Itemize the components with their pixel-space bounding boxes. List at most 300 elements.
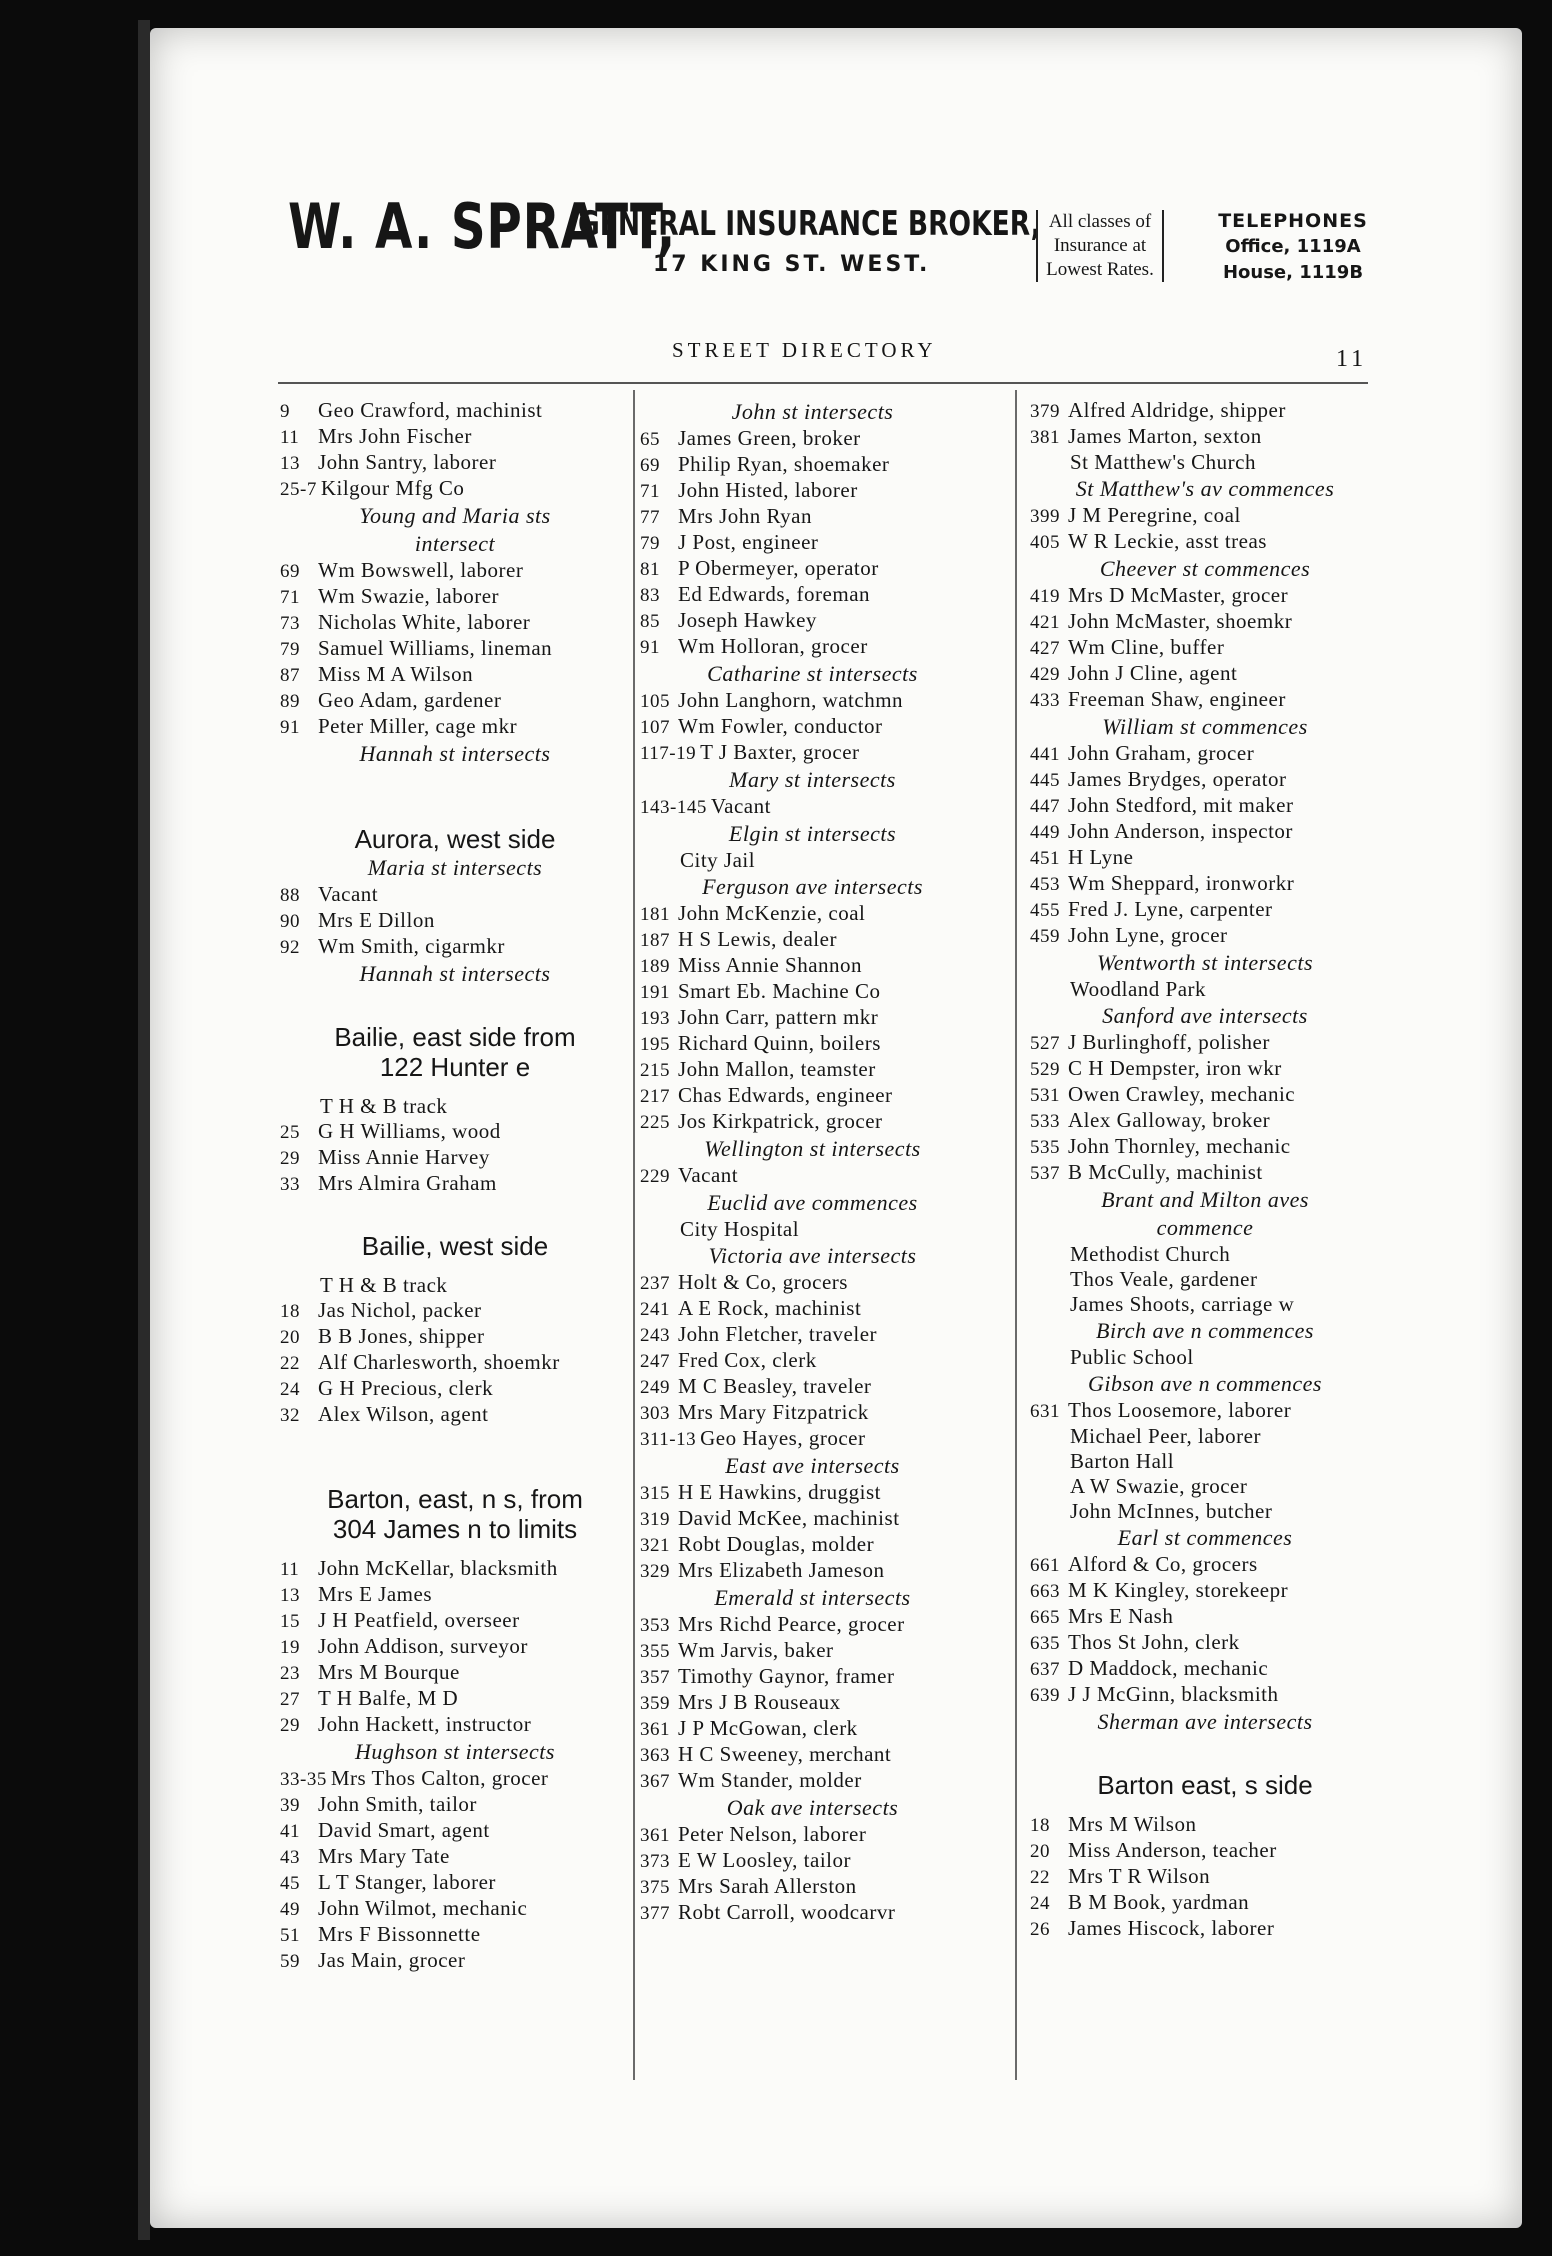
resident-name: Mrs J B Rouseaux — [678, 1690, 841, 1714]
directory-column-2 — [640, 398, 985, 1926]
cross-street-note: Brant and Milton aves — [1101, 1187, 1309, 1212]
spacer — [280, 768, 630, 824]
resident-name: Smart Eb. Machine Co — [678, 979, 881, 1003]
resident-name: Geo Hayes, grocer — [700, 1426, 866, 1450]
house-number: 79 — [640, 533, 660, 554]
house-number: 451 — [1030, 848, 1060, 869]
directory-entry — [1030, 424, 1380, 450]
resident-name: Fred J. Lyne, carpenter — [1068, 897, 1273, 921]
cross-street-note: Hannah st intersects — [359, 741, 551, 766]
directory-entry — [1030, 1630, 1380, 1656]
directory-entry — [640, 901, 985, 927]
resident-name: Mrs E James — [318, 1582, 432, 1606]
house-number: 193 — [640, 1008, 670, 1029]
directory-entry — [280, 1870, 630, 1896]
directory-entry — [640, 688, 985, 714]
street-heading: Bailie, east side from — [334, 1022, 576, 1052]
house-number: 531 — [1030, 1085, 1060, 1106]
spacer — [1030, 1800, 1380, 1812]
directory-entry — [1030, 871, 1380, 897]
resident-name: Mrs D McMaster, grocer — [1068, 583, 1289, 607]
house-number: 79 — [280, 639, 300, 660]
house-number: 23 — [280, 1663, 300, 1684]
house-number: 303 — [640, 1403, 670, 1424]
resident-name: T J Baxter, grocer — [700, 740, 860, 764]
directory-entry — [1030, 1242, 1380, 1267]
house-number: 32 — [280, 1405, 300, 1426]
resident-name: Michael Peer, laborer — [1070, 1424, 1261, 1448]
spacer — [1030, 1736, 1380, 1770]
house-number: 529 — [1030, 1059, 1060, 1080]
house-number: 27 — [280, 1689, 300, 1710]
advertiser-address: 17 KING ST. WEST. — [653, 252, 931, 277]
resident-name: Mrs Almira Graham — [318, 1171, 497, 1195]
house-number: 89 — [280, 691, 300, 712]
house-number: 25-7 — [280, 479, 317, 500]
resident-name: John Langhorn, watchmn — [678, 688, 904, 712]
cross-street-note: intersect — [414, 531, 496, 556]
resident-name: Geo Crawford, machinist — [318, 398, 543, 422]
house-number: 24 — [280, 1379, 300, 1400]
directory-column-1 — [280, 398, 630, 1974]
resident-name: Mrs M Bourque — [318, 1660, 460, 1684]
resident-name: John Graham, grocer — [1068, 741, 1255, 765]
directory-entry — [640, 953, 985, 979]
resident-name: M K Kingley, storekeepr — [1068, 1578, 1289, 1602]
resident-name: Philip Ryan, shoemaker — [678, 452, 890, 476]
house-number: 441 — [1030, 744, 1060, 765]
directory-entry — [280, 882, 630, 908]
house-number: 29 — [280, 1715, 300, 1736]
directory-entry — [640, 1716, 985, 1742]
resident-name: Alfred Aldridge, shipper — [1068, 398, 1286, 422]
directory-entry — [280, 1660, 630, 1686]
house-number: 353 — [640, 1615, 670, 1636]
resident-name: T H & B track — [320, 1094, 448, 1118]
directory-entry — [640, 556, 985, 582]
house-number: 81 — [640, 559, 660, 580]
house-number: 433 — [1030, 690, 1060, 711]
house-number: 247 — [640, 1351, 670, 1372]
directory-entry — [280, 1273, 630, 1298]
spacer — [280, 1428, 630, 1484]
house-number: 191 — [640, 982, 670, 1003]
house-number: 429 — [1030, 664, 1060, 685]
resident-name: Wm Sheppard, ironworkr — [1068, 871, 1295, 895]
cross-street-note: commence — [1156, 1215, 1254, 1240]
directory-entry — [280, 1376, 630, 1402]
directory-entry — [1030, 1030, 1380, 1056]
directory-entry — [280, 714, 630, 740]
house-number: 427 — [1030, 638, 1060, 659]
house-number: 329 — [640, 1561, 670, 1582]
directory-entry — [1030, 529, 1380, 555]
house-number: 73 — [280, 613, 300, 634]
resident-name: Alex Wilson, agent — [318, 1402, 489, 1426]
resident-name: H S Lewis, dealer — [678, 927, 837, 951]
directory-entry — [1030, 1682, 1380, 1708]
resident-name: A E Rock, machinist — [678, 1296, 862, 1320]
resident-name: City Hospital — [680, 1217, 800, 1241]
house-number: 367 — [640, 1771, 670, 1792]
directory-entry — [1030, 635, 1380, 661]
house-number: 143-145 — [640, 797, 707, 818]
telephone-office: Office, 1119A — [1225, 236, 1361, 257]
resident-name: B M Book, yardman — [1068, 1890, 1250, 1914]
house-number: 107 — [640, 717, 670, 738]
directory-entry — [1030, 398, 1380, 424]
directory-entry — [640, 1348, 985, 1374]
cross-street-note: Hannah st intersects — [359, 961, 551, 986]
house-number: 26 — [1030, 1919, 1050, 1940]
resident-name: John Santry, laborer — [318, 450, 497, 474]
directory-entry — [1030, 1604, 1380, 1630]
directory-entry — [280, 558, 630, 584]
spacer — [280, 1261, 630, 1273]
directory-entry — [1030, 503, 1380, 529]
spacer — [280, 1082, 630, 1094]
directory-entry — [640, 1742, 985, 1768]
directory-entry — [640, 1638, 985, 1664]
directory-entry — [640, 504, 985, 530]
resident-name: Mrs E Dillon — [318, 908, 435, 932]
resident-name: James Brydges, operator — [1068, 767, 1287, 791]
resident-name: Wm Fowler, conductor — [678, 714, 883, 738]
resident-name: H C Sweeney, merchant — [678, 1742, 892, 1766]
resident-name: Vacant — [710, 794, 771, 818]
house-number: 361 — [640, 1825, 670, 1846]
cross-street-note: Young and Maria sts — [359, 503, 551, 528]
directory-entry — [640, 979, 985, 1005]
directory-entry — [640, 1005, 985, 1031]
directory-entry — [280, 610, 630, 636]
house-number: 24 — [1030, 1893, 1050, 1914]
house-number: 635 — [1030, 1633, 1060, 1654]
house-number: 51 — [280, 1925, 300, 1946]
house-number: 92 — [280, 937, 300, 958]
cross-street-note: Catharine st intersects — [707, 661, 918, 686]
directory-entry — [640, 1400, 985, 1426]
spacer — [280, 1544, 630, 1556]
resident-name: John Histed, laborer — [678, 478, 858, 502]
house-number: 29 — [280, 1148, 300, 1169]
directory-entry — [1030, 1424, 1380, 1449]
advertiser-title: GENERAL INSURANCE BROKER, — [578, 204, 1041, 244]
resident-name: Owen Crawley, mechanic — [1068, 1082, 1296, 1106]
resident-name: Timothy Gaynor, framer — [678, 1664, 895, 1688]
resident-name: Wm Bowswell, laborer — [318, 558, 524, 582]
resident-name: Chas Edwards, engineer — [678, 1083, 893, 1107]
rates-line: Insurance at — [1053, 235, 1147, 256]
resident-name: James Marton, sexton — [1068, 424, 1262, 448]
directory-entry — [280, 1634, 630, 1660]
spacer — [280, 1197, 630, 1231]
directory-entry — [1030, 1449, 1380, 1474]
directory-entry — [1030, 1916, 1380, 1942]
house-number: 315 — [640, 1483, 670, 1504]
resident-name: W R Leckie, asst treas — [1068, 529, 1267, 553]
resident-name: J M Peregrine, coal — [1068, 503, 1241, 527]
house-number: 88 — [280, 885, 300, 906]
running-head: STREET DIRECTORY — [672, 338, 937, 362]
house-number: 455 — [1030, 900, 1060, 921]
house-number: 537 — [1030, 1163, 1060, 1184]
street-heading: 122 Hunter e — [379, 1052, 531, 1082]
house-number: 15 — [280, 1611, 300, 1632]
resident-name: Fred Cox, clerk — [678, 1348, 817, 1372]
house-number: 419 — [1030, 586, 1060, 607]
resident-name: Wm Jarvis, baker — [678, 1638, 834, 1662]
directory-entry — [280, 1792, 630, 1818]
resident-name: John McInnes, butcher — [1070, 1499, 1273, 1523]
house-number: 361 — [640, 1719, 670, 1740]
resident-name: Mrs T R Wilson — [1068, 1864, 1211, 1888]
resident-name: Mrs F Bissonnette — [318, 1922, 481, 1946]
directory-entry — [640, 478, 985, 504]
resident-name: Vacant — [678, 1163, 739, 1187]
page-number: 11 — [1336, 346, 1368, 372]
resident-name: J H Peatfield, overseer — [318, 1608, 520, 1632]
house-number: 69 — [640, 455, 660, 476]
resident-name: John Carr, pattern mkr — [678, 1005, 879, 1029]
house-number: 189 — [640, 956, 670, 977]
cross-street-note: Victoria ave intersects — [708, 1243, 917, 1268]
book-spine-edge — [138, 20, 150, 2240]
house-number: 22 — [1030, 1867, 1050, 1888]
house-number: 237 — [640, 1273, 670, 1294]
house-number: 117-19 — [640, 743, 697, 764]
directory-entry — [640, 848, 985, 873]
directory-entry — [640, 1874, 985, 1900]
resident-name: Kilgour Mfg Co — [320, 476, 465, 500]
resident-name: Miss Anderson, teacher — [1068, 1838, 1277, 1862]
resident-name: Holt & Co, grocers — [678, 1270, 848, 1294]
resident-name: H Lyne — [1068, 845, 1134, 869]
cross-street-note: Cheever st commences — [1099, 556, 1311, 581]
directory-entry — [640, 608, 985, 634]
directory-entry — [280, 1608, 630, 1634]
house-number: 65 — [640, 429, 660, 450]
cross-street-note: Wentworth st intersects — [1096, 950, 1314, 975]
house-number: 85 — [640, 611, 660, 632]
resident-name: John Mallon, teamster — [678, 1057, 876, 1081]
house-number: 105 — [640, 691, 670, 712]
directory-entry — [1030, 450, 1380, 475]
cross-street-note: William st commences — [1102, 714, 1308, 739]
directory-entry — [1030, 1474, 1380, 1499]
cross-street-note: Wellington st intersects — [704, 1136, 921, 1161]
resident-name: John Wilmot, mechanic — [318, 1896, 528, 1920]
resident-name: E W Loosley, tailor — [678, 1848, 851, 1872]
directory-entry — [640, 1848, 985, 1874]
telephone-house: House, 1119B — [1222, 262, 1364, 283]
resident-name: B McCully, machinist — [1068, 1160, 1263, 1184]
house-number: 83 — [640, 585, 660, 606]
resident-name: Geo Adam, gardener — [318, 688, 502, 712]
street-heading: Aurora, west side — [354, 824, 556, 854]
resident-name: John Hackett, instructor — [318, 1712, 532, 1736]
house-number: 18 — [280, 1301, 300, 1322]
directory-entry — [280, 424, 630, 450]
resident-name: J Post, engineer — [678, 530, 819, 554]
directory-entry — [280, 636, 630, 662]
directory-entry — [640, 426, 985, 452]
directory-entry — [280, 1094, 630, 1119]
cross-street-note: Euclid ave commences — [707, 1190, 918, 1215]
directory-entry — [1030, 1267, 1380, 1292]
house-number: 69 — [280, 561, 300, 582]
directory-entry — [280, 1119, 630, 1145]
directory-entry — [280, 688, 630, 714]
cross-street-note: St Matthew's av commences — [1075, 476, 1335, 501]
directory-entry — [280, 1922, 630, 1948]
spacer — [280, 988, 630, 1022]
resident-name: Samuel Williams, lineman — [318, 636, 553, 660]
directory-entry — [280, 1298, 630, 1324]
house-number: 631 — [1030, 1401, 1060, 1422]
directory-entry — [1030, 1108, 1380, 1134]
house-number: 243 — [640, 1325, 670, 1346]
resident-name: L T Stanger, laborer — [318, 1870, 496, 1894]
directory-entry — [640, 1900, 985, 1926]
directory-entry — [280, 584, 630, 610]
house-number: 59 — [280, 1951, 300, 1972]
resident-name: James Hiscock, laborer — [1068, 1916, 1275, 1940]
directory-entry — [280, 1324, 630, 1350]
resident-name: M C Beasley, traveler — [678, 1374, 872, 1398]
directory-entry — [640, 1506, 985, 1532]
directory-entry — [1030, 1552, 1380, 1578]
house-number: 373 — [640, 1851, 670, 1872]
header-rule — [278, 382, 1368, 384]
house-number: 535 — [1030, 1137, 1060, 1158]
resident-name: St Matthew's Church — [1070, 450, 1256, 474]
resident-name: David McKee, machinist — [678, 1506, 900, 1530]
directory-entry — [1030, 1292, 1380, 1317]
house-number: 363 — [640, 1745, 670, 1766]
rates-line: Lowest Rates. — [1046, 259, 1154, 280]
directory-entry — [1030, 1056, 1380, 1082]
directory-entry — [640, 1217, 985, 1242]
directory-entry — [1030, 609, 1380, 635]
directory-entry — [640, 1163, 985, 1189]
house-number: 71 — [280, 587, 300, 608]
resident-name: Alf Charlesworth, shoemkr — [318, 1350, 560, 1374]
resident-name: Thos Loosemore, laborer — [1068, 1398, 1292, 1422]
directory-entry — [280, 1844, 630, 1870]
resident-name: Vacant — [318, 882, 379, 906]
resident-name: Mrs Thos Calton, grocer — [330, 1766, 549, 1790]
resident-name: Alex Galloway, broker — [1068, 1108, 1271, 1132]
directory-entry — [1030, 741, 1380, 767]
resident-name: Mrs Elizabeth Jameson — [678, 1558, 885, 1582]
house-number: 13 — [280, 1585, 300, 1606]
directory-entry — [1030, 1812, 1380, 1838]
directory-entry — [1030, 661, 1380, 687]
resident-name: Miss Annie Harvey — [318, 1145, 490, 1169]
house-number: 87 — [280, 665, 300, 686]
resident-name: T H Balfe, M D — [318, 1686, 459, 1710]
resident-name: Peter Nelson, laborer — [678, 1822, 867, 1846]
directory-entry — [280, 1145, 630, 1171]
resident-name: Mrs Mary Tate — [318, 1844, 450, 1868]
resident-name: Freeman Shaw, engineer — [1068, 687, 1286, 711]
house-number: 91 — [280, 717, 300, 738]
column-divider — [1015, 390, 1017, 2080]
resident-name: Robt Carroll, woodcarvr — [678, 1900, 896, 1924]
resident-name: John Fletcher, traveler — [678, 1322, 878, 1346]
directory-entry — [280, 1712, 630, 1738]
directory-entry — [280, 476, 630, 502]
house-number: 39 — [280, 1795, 300, 1816]
resident-name: John Smith, tailor — [318, 1792, 477, 1816]
resident-name: Mrs Mary Fitzpatrick — [678, 1400, 869, 1424]
directory-entry — [1030, 977, 1380, 1002]
directory-entry — [640, 1031, 985, 1057]
directory-entry — [280, 1350, 630, 1376]
resident-name: A W Swazie, grocer — [1070, 1474, 1248, 1498]
resident-name: Mrs Richd Pearce, grocer — [678, 1612, 905, 1636]
resident-name: John Addison, surveyor — [318, 1634, 528, 1658]
directory-entry — [1030, 793, 1380, 819]
directory-entry — [640, 1768, 985, 1794]
house-number: 447 — [1030, 796, 1060, 817]
directory-entry — [1030, 1864, 1380, 1890]
directory-entry — [280, 1556, 630, 1582]
cross-street-note: Emerald st intersects — [714, 1585, 911, 1610]
directory-entry — [280, 662, 630, 688]
house-number: 181 — [640, 904, 670, 925]
directory-entry — [1030, 687, 1380, 713]
cross-street-note: Ferguson ave intersects — [702, 874, 923, 899]
directory-entry — [1030, 1890, 1380, 1916]
directory-entry — [640, 714, 985, 740]
resident-name: John Anderson, inspector — [1068, 819, 1293, 843]
directory-entry — [640, 634, 985, 660]
house-number: 91 — [640, 637, 660, 658]
telephones-label: TELEPHONES — [1218, 210, 1368, 232]
resident-name: G H Precious, clerk — [318, 1376, 494, 1400]
directory-entry — [1030, 923, 1380, 949]
directory-column-3 — [1030, 398, 1380, 1942]
house-number: 25 — [280, 1122, 300, 1143]
resident-name: Ed Edwards, foreman — [678, 582, 871, 606]
house-number: 359 — [640, 1693, 670, 1714]
resident-name: James Shoots, carriage w — [1070, 1292, 1295, 1316]
resident-name: J Burlinghoff, polisher — [1068, 1030, 1270, 1054]
resident-name: John Lyne, grocer — [1068, 923, 1228, 947]
directory-entry — [1030, 1838, 1380, 1864]
directory-entry — [1030, 1345, 1380, 1370]
resident-name: Jos Kirkpatrick, grocer — [678, 1109, 883, 1133]
house-number: 71 — [640, 481, 660, 502]
advertisement-header — [288, 190, 1388, 300]
resident-name: Miss Annie Shannon — [678, 953, 863, 977]
resident-name: John McKellar, blacksmith — [318, 1556, 558, 1580]
house-number: 445 — [1030, 770, 1060, 791]
resident-name: Alford & Co, grocers — [1068, 1552, 1258, 1576]
directory-entry — [1030, 1082, 1380, 1108]
resident-name: Mrs Sarah Allerston — [678, 1874, 857, 1898]
resident-name: Jas Nichol, packer — [318, 1298, 482, 1322]
resident-name: H E Hawkins, druggist — [678, 1480, 881, 1504]
directory-entry — [1030, 897, 1380, 923]
house-number: 49 — [280, 1899, 300, 1920]
house-number: 381 — [1030, 427, 1060, 448]
house-number: 249 — [640, 1377, 670, 1398]
resident-name: City Jail — [680, 848, 756, 872]
street-heading: Barton, east, n s, from — [327, 1484, 583, 1514]
